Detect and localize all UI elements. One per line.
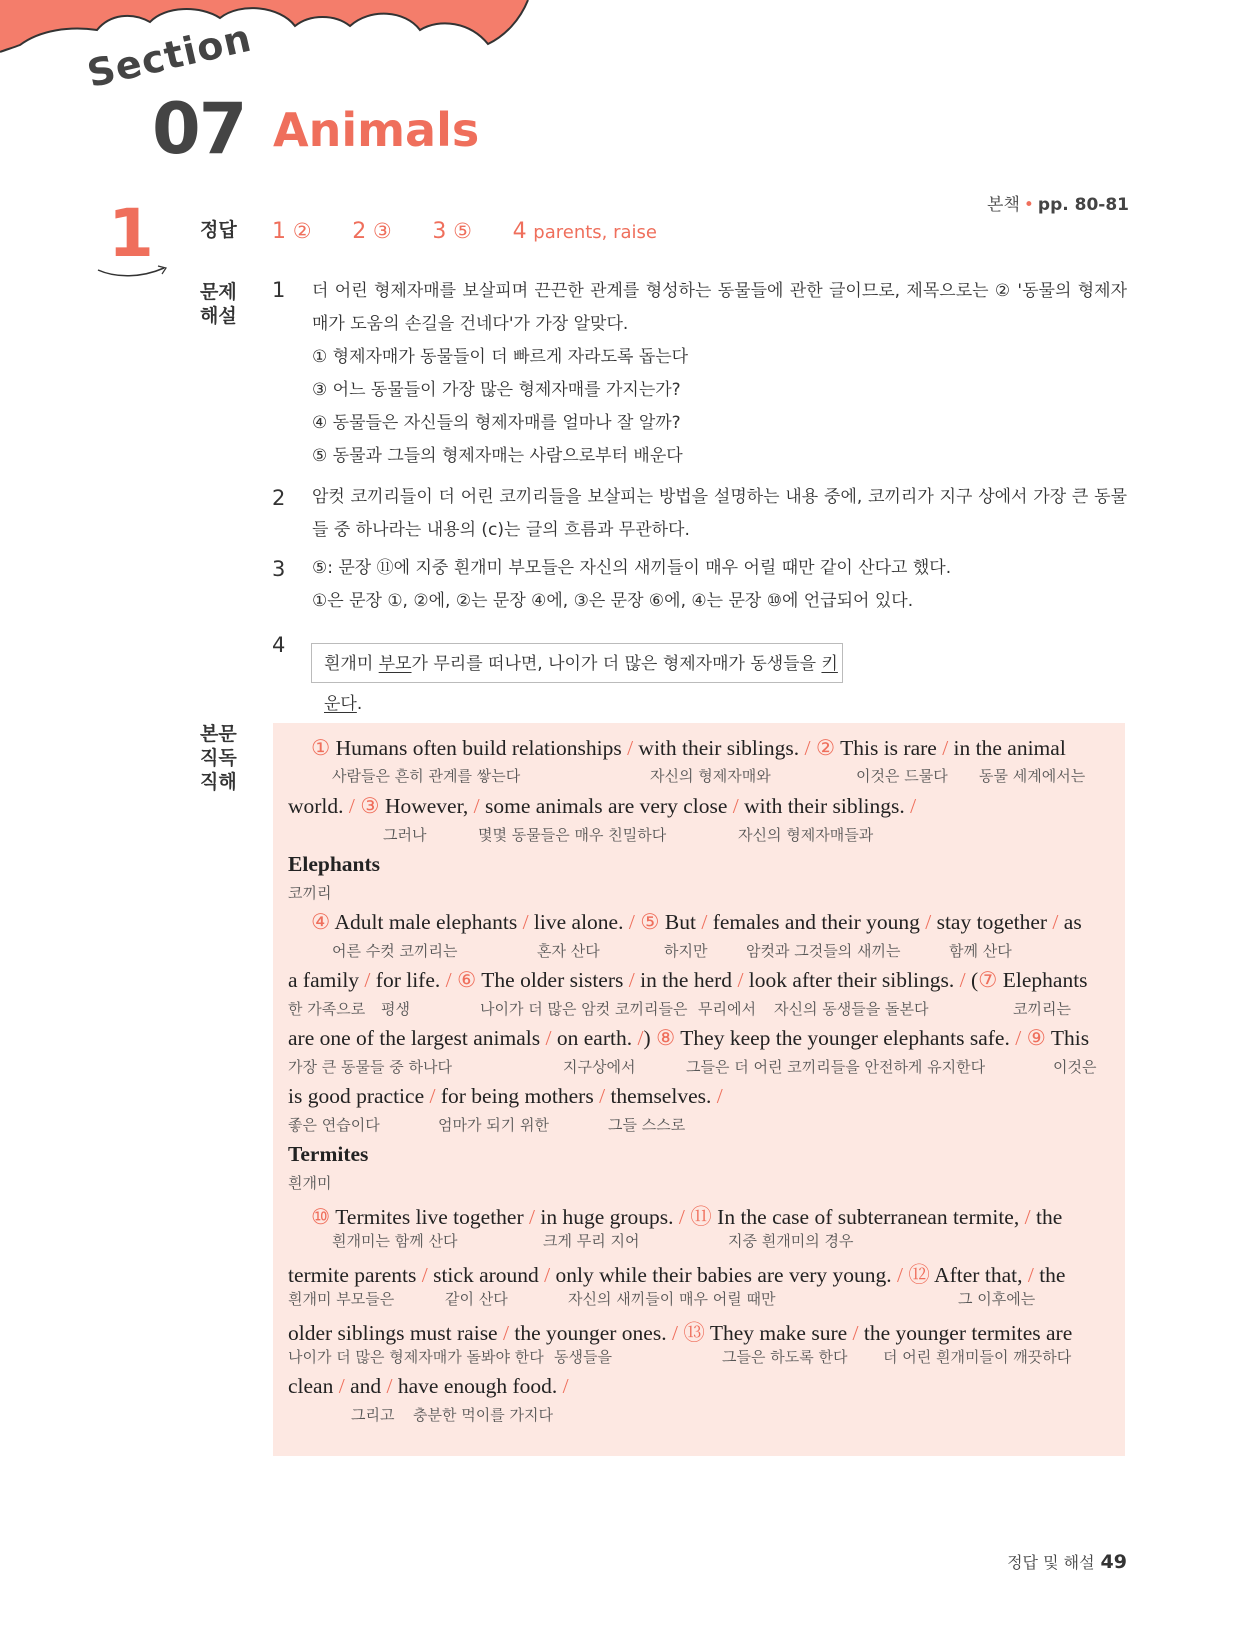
gloss: 그들은 하도록 한다 — [722, 1348, 848, 1366]
gloss: 그러나 — [383, 826, 427, 844]
gloss: 동물 세계에서는 — [979, 767, 1086, 785]
gloss: 좋은 연습이다 — [288, 1116, 380, 1134]
gloss: 엄마가 되기 위한 — [438, 1116, 549, 1134]
subheading: Elephants — [288, 852, 381, 876]
explanation-1-option: ③ 어느 동물들이 가장 많은 형제자매를 가지는가? — [312, 380, 681, 400]
cloud-banner — [0, 0, 560, 80]
gloss: 코끼리는 — [1013, 1000, 1071, 1018]
gloss: 사람들은 흔히 관계를 쌓는다 — [332, 767, 521, 785]
gloss: 한 가족으로 — [288, 1000, 366, 1018]
answer-list — [272, 219, 691, 244]
gloss: 같이 산다 — [445, 1290, 508, 1308]
explanation-4-number: 4 — [272, 633, 286, 657]
reading-line: ④ Adult male elephants / live alone. / ⑤ But / females and their young / stay together / as — [311, 910, 1082, 934]
explanation-2-number: 2 — [272, 486, 286, 510]
reading-line: a family / for life. / ⑥ The older sisters / in the herd / look after their siblings. / (⑦ Elephants — [288, 968, 1088, 992]
page-ref-prefix: 본책 — [987, 195, 1020, 215]
gloss: 몇몇 동물들은 매우 친밀하다 — [478, 826, 667, 844]
gloss: 그들 스스로 — [608, 1116, 686, 1134]
gloss: 자신의 형제자매들과 — [738, 826, 874, 844]
gloss: 가장 큰 동물들 중 하나다 — [288, 1058, 452, 1076]
section-title: Animals — [273, 103, 480, 157]
gloss: 나이가 더 많은 암컷 코끼리들은 — [480, 1000, 688, 1018]
subheading: Termites — [288, 1142, 369, 1166]
answer-item: 2 ③ — [352, 219, 392, 244]
reading-line: termite parents / stick around / only while their babies are very young. / ⑫ After that, / the — [288, 1263, 1066, 1287]
gloss: 암컷과 그것들의 새끼는 — [746, 942, 901, 960]
section-number: 07 — [152, 88, 246, 170]
question-number: 1 — [108, 195, 154, 272]
footer-text: 정답 및 해설 — [1007, 1553, 1095, 1572]
explanation-3-line1: ⑤: 문장 ⑪에 지중 흰개미 부모들은 자신의 새끼들이 매우 어릴 때만 같이 산다고 했다. — [312, 558, 952, 578]
gloss: 그리고 — [351, 1406, 395, 1424]
gloss: 함께 산다 — [949, 942, 1012, 960]
explanation-1-option: ⑤ 동물과 그들의 형제자매는 사람으로부터 배운다 — [312, 446, 683, 466]
gloss: 흰개미 부모들은 — [288, 1290, 395, 1308]
gloss: 충분한 먹이를 가지다 — [413, 1406, 553, 1424]
explanation-label: 문제 해설 — [200, 281, 237, 327]
bullet-icon: • — [1023, 195, 1034, 215]
explanation-2-text: 암컷 코끼리들이 더 어린 코끼리들을 보살피는 방법을 설명하는 내용 중에, 코끼리가 지구 상에서 가장 큰 동물들 중 하나라는 내용의 (c)는 글의 흐름과 무관하다. — [312, 487, 1127, 540]
gloss: 크게 무리 지어 — [543, 1232, 640, 1250]
page-ref-pages: pp. 80-81 — [1037, 195, 1129, 215]
gloss: 자신의 형제자매와 — [650, 767, 771, 785]
gloss: 동생들을 — [554, 1348, 612, 1366]
gloss: 이것은 — [1053, 1058, 1097, 1076]
reading-line: clean / and / have enough food. / — [288, 1374, 569, 1398]
gloss: 어른 수컷 코끼리는 — [332, 942, 458, 960]
explanation-1-option: ① 형제자매가 동물들이 더 빠르게 자라도록 돕는다 — [312, 347, 689, 367]
reading-line: is good practice / for being mothers / themselves. / — [288, 1084, 723, 1108]
answer-label: 정답 — [200, 219, 237, 241]
gloss: 자신의 동생들을 돌본다 — [774, 1000, 929, 1018]
gloss: 흰개미는 함께 산다 — [332, 1232, 458, 1250]
answer-item: 4 parents, raise — [512, 219, 658, 244]
gloss: 이것은 드물다 — [856, 767, 948, 785]
gloss: 혼자 산다 — [537, 942, 600, 960]
gloss: 흰개미 — [288, 1174, 332, 1192]
explanation-1-text: 더 어린 형제자매를 보살피며 끈끈한 관계를 형성하는 동물들에 관한 글이므로, 제목으로는 ② '동물의 형제자매가 도움의 손길을 건네다'가 가장 알맞다. — [312, 281, 1127, 334]
reading-line: are one of the largest animals / on earth. /) ⑧ They keep the younger elephants safe. / ⑨ This — [288, 1026, 1090, 1050]
gloss: 나이가 더 많은 형제자매가 돌봐야 한다 — [288, 1348, 544, 1366]
gloss: 지구상에서 — [563, 1058, 636, 1076]
page-footer — [1007, 1550, 1127, 1573]
reading-label: 본문 직독 직해 — [200, 723, 237, 793]
reading-line: older siblings must raise / the younger ones. / ⑬ They make sure / the younger termites are — [288, 1321, 1073, 1345]
page-number: 49 — [1100, 1551, 1127, 1573]
gloss: 더 어린 흰개미들이 깨끗하다 — [883, 1348, 1072, 1366]
gloss: 코끼리 — [288, 884, 332, 902]
section-word: Section — [83, 15, 256, 97]
reading-passage — [273, 723, 1125, 1456]
gloss: 하지만 — [664, 942, 708, 960]
gloss: 자신의 새끼들이 매우 어릴 때만 — [568, 1290, 776, 1308]
gloss: 그들은 더 어린 코끼리들을 안전하게 유지한다 — [686, 1058, 986, 1076]
gloss: 지중 흰개미의 경우 — [728, 1232, 854, 1250]
answer-item: 3 ⑤ — [432, 219, 472, 244]
reading-line: ① Humans often build relationships / with their siblings. / ② This is rare / in the animal — [311, 736, 1066, 760]
reading-line: ⑩ Termites live together / in huge groups. / ⑪ In the case of subterranean termite, / the — [311, 1205, 1063, 1229]
gloss: 무리에서 — [698, 1000, 756, 1018]
explanation-3-number: 3 — [272, 557, 286, 581]
reading-line: world. / ③ However, / some animals are very close / with their siblings. / — [288, 794, 917, 818]
swoosh-decoration — [96, 262, 172, 278]
explanation-3-line2: ①은 문장 ①, ②에, ②는 문장 ④에, ③은 문장 ⑥에, ④는 문장 ⑩에 언급되어 있다. — [312, 591, 914, 611]
gloss: 그 이후에는 — [958, 1290, 1036, 1308]
page-reference — [987, 190, 1129, 215]
answer-item: 1 ② — [272, 219, 312, 244]
gloss: 평생 — [381, 1000, 410, 1018]
explanation-1-number: 1 — [272, 278, 286, 302]
explanation-1-option: ④ 동물들은 자신들의 형제자매를 얼마나 잘 알까? — [312, 413, 681, 433]
summary-box: 흰개미 부모가 무리를 떠나면, 나이가 더 많은 형제자매가 동생들을 키운다. — [311, 643, 843, 683]
